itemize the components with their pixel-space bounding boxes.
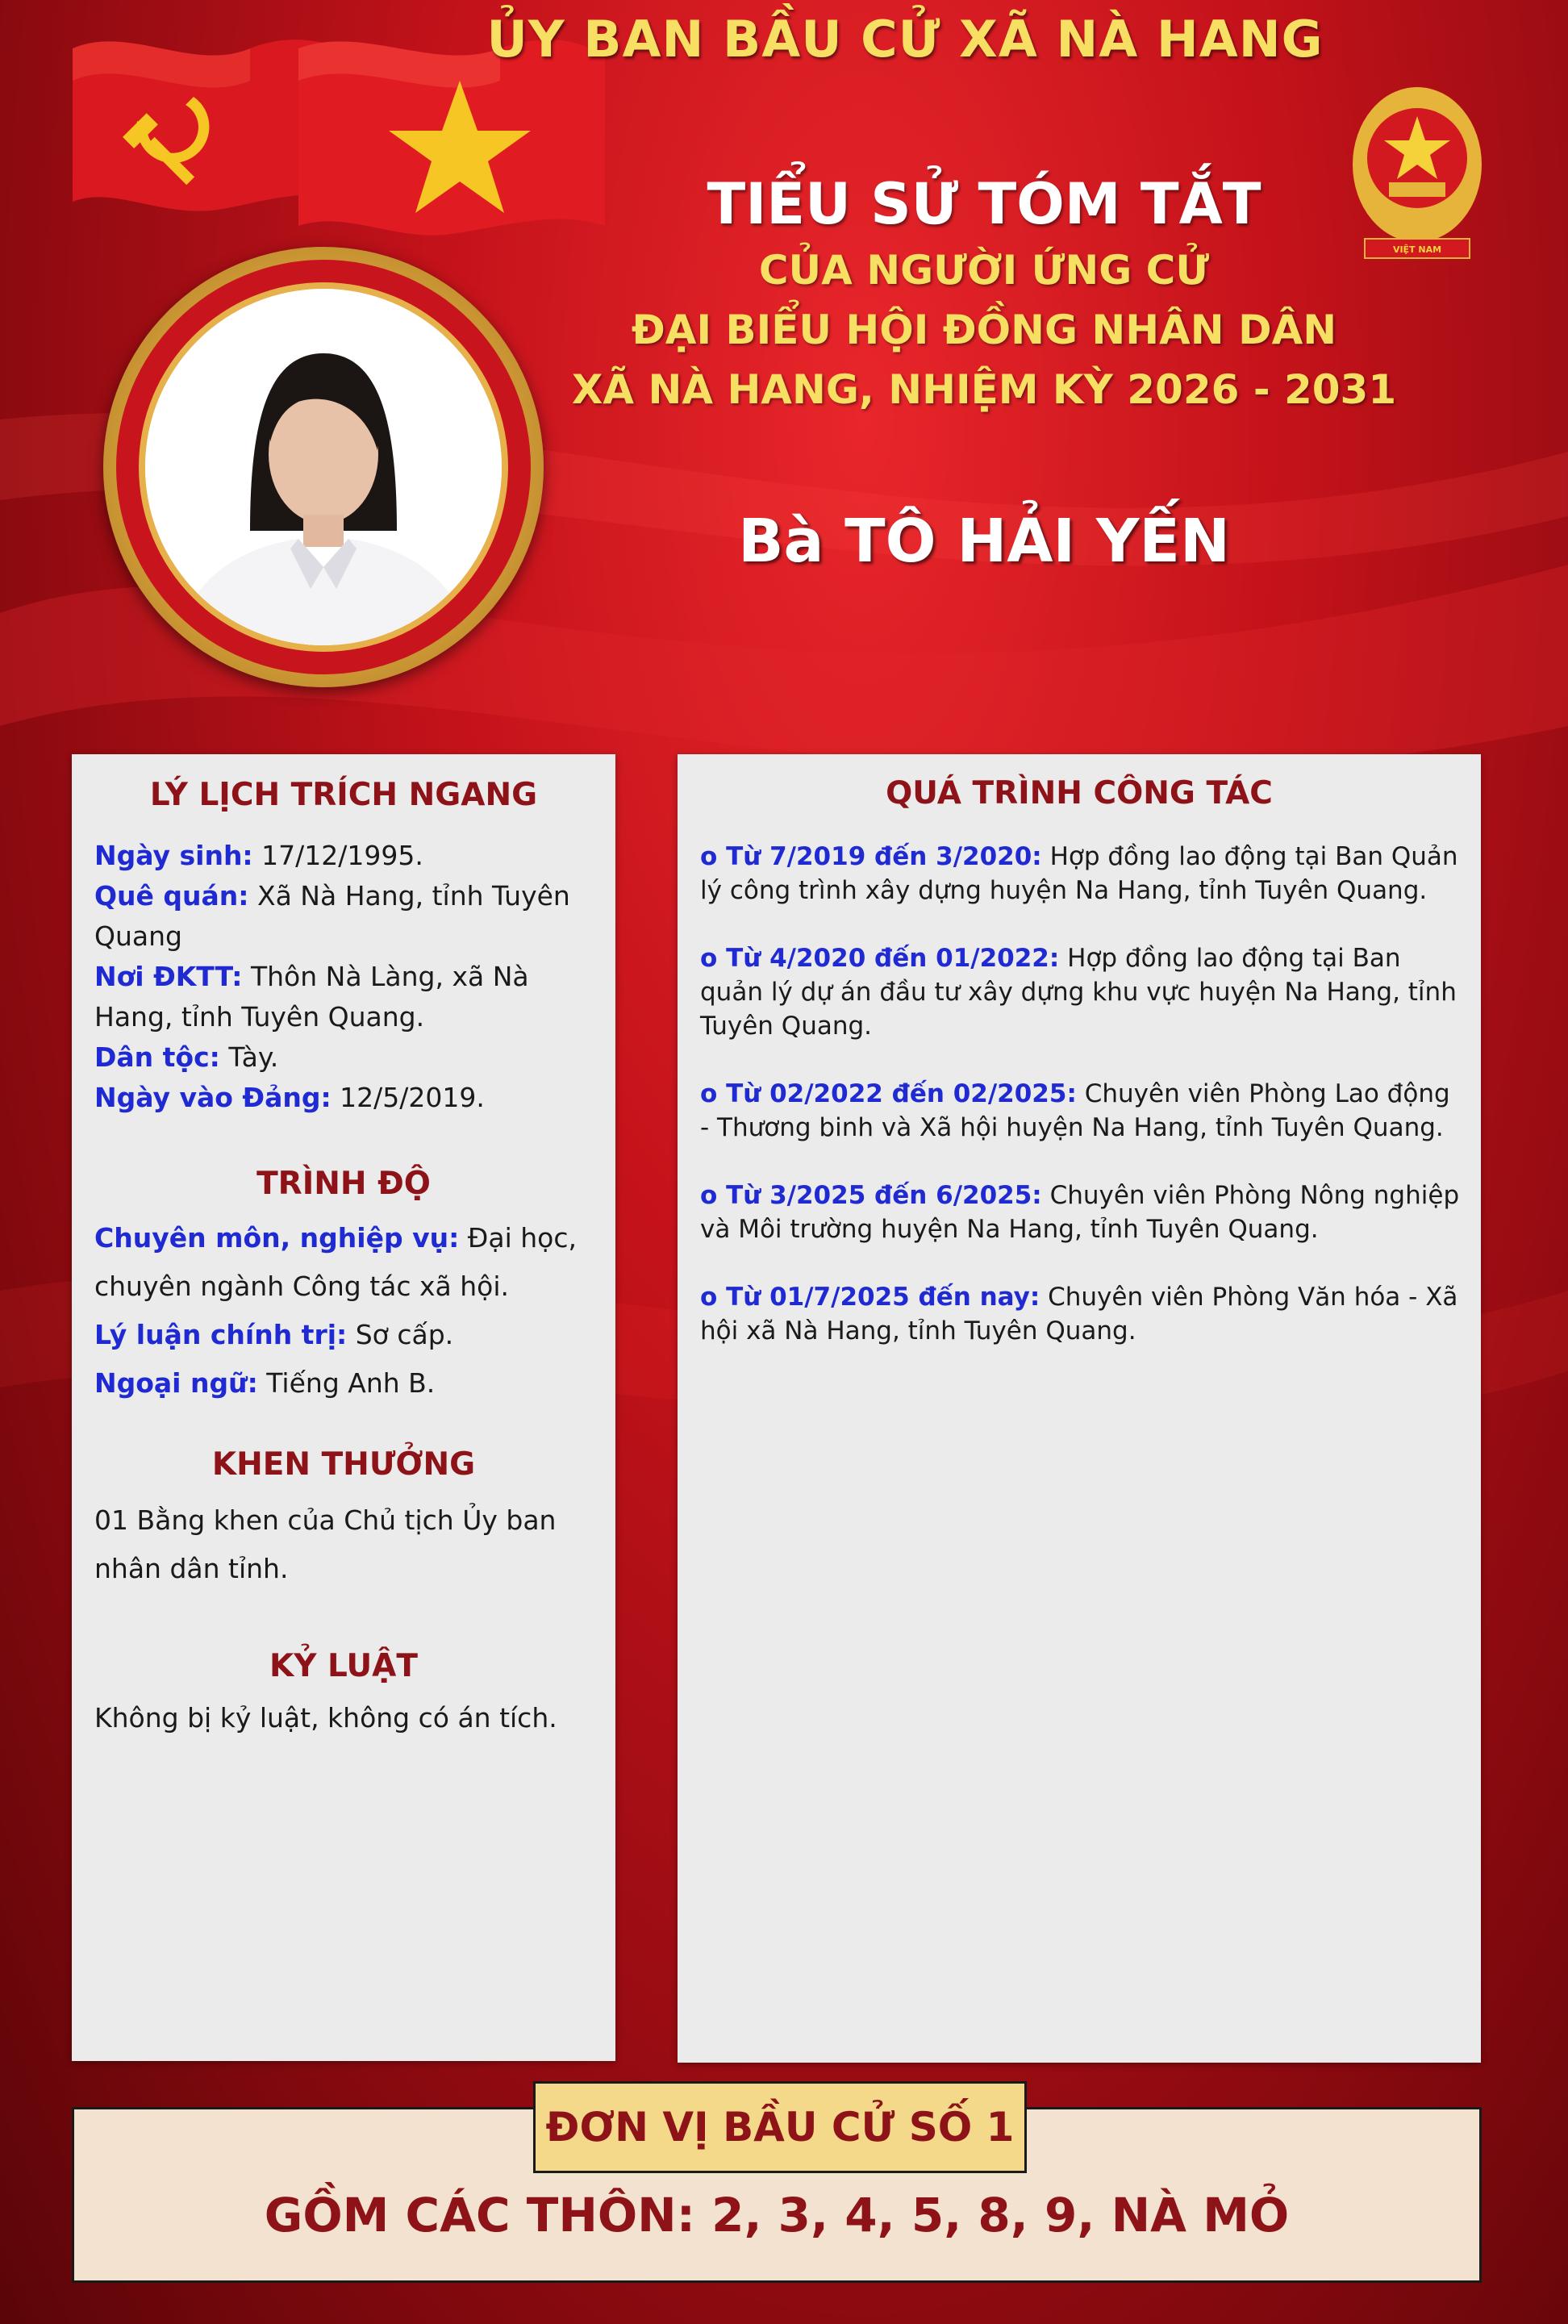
education-label: Chuyên môn, nghiệp vụ:	[94, 1222, 460, 1254]
right-panel	[678, 754, 1481, 2063]
work-period: o Từ 02/2022 đến 02/2025:	[700, 1079, 1077, 1108]
candidate-name: Bà TÔ HẢI YẾN	[738, 507, 1230, 576]
bio-label: Quê quán:	[94, 880, 249, 912]
work-period: o Từ 4/2020 đến 01/2022:	[700, 944, 1060, 973]
bio-label: Nơi ĐKTT:	[94, 961, 243, 992]
bio-list	[94, 836, 611, 1118]
education-label: Lý luận chính trị:	[94, 1319, 348, 1350]
candidate-photo	[145, 289, 502, 645]
bio-value: Thôn Nà Làng, xã Nà Hang, tỉnh Tuyên Quang.	[94, 961, 529, 1033]
bio-label: Dân tộc:	[94, 1041, 220, 1073]
subtitle-line-1: CỦA NGƯỜI ỨNG CỬ	[758, 247, 1210, 294]
work-desc: Hợp đồng lao động tại Ban quản lý dự án đầu tư xây dựng khu vực huyện Na Hang, tỉnh Tuyên Quang.	[700, 944, 1457, 1041]
work-item-2	[700, 941, 1466, 1043]
work-heading: QUÁ TRÌNH CÔNG TÁC	[886, 775, 1273, 812]
work-desc: Hợp đồng lao động tại Ban Quản lý công trình xây dựng huyện Na Hang, tỉnh Tuyên Quang.	[700, 842, 1458, 905]
work-period: o Từ 3/2025 đến 6/2025:	[700, 1181, 1042, 1210]
bio-item-residence	[94, 957, 611, 1037]
discipline-heading: KỶ LUẬT	[269, 1648, 418, 1684]
education-heading: TRÌNH ĐỘ	[256, 1166, 431, 1202]
bio-value: 17/12/1995.	[252, 840, 423, 871]
bio-label: Ngày sinh:	[94, 840, 253, 871]
work-period: o Từ 01/7/2025 đến nay:	[700, 1283, 1040, 1312]
bio-value: Xã Nà Hang, tỉnh Tuyên Quang	[94, 880, 570, 952]
work-item-1	[700, 840, 1466, 907]
education-item-language	[94, 1359, 611, 1408]
work-item-5	[700, 1280, 1466, 1348]
bio-item-birth	[94, 836, 611, 876]
bio-value: Tày.	[219, 1041, 279, 1073]
education-value: Đại học, chuyên ngành Công tác xã hội.	[94, 1222, 577, 1302]
bio-item-party-date	[94, 1078, 611, 1118]
work-desc: Chuyên viên Phòng Văn hóa - Xã hội xã Nà Hang, tỉnh Tuyên Quang.	[700, 1283, 1458, 1346]
work-desc: Chuyên viên Phòng Nông nghiệp và Môi trường huyện Na Hang, tỉnh Tuyên Quang.	[700, 1181, 1460, 1244]
bio-item-ethnicity	[94, 1037, 611, 1078]
bio-label: Ngày vào Đảng:	[94, 1082, 332, 1113]
education-item-major	[94, 1214, 611, 1311]
education-value: Sơ cấp.	[347, 1319, 454, 1350]
work-item-3	[700, 1077, 1466, 1145]
subtitle-line-2: ĐẠI BIỂU HỘI ĐỒNG NHÂN DÂN	[631, 307, 1337, 353]
left-panel	[72, 754, 615, 2061]
bio-heading: LÝ LỊCH TRÍCH NGANG	[149, 777, 538, 813]
subtitle-line-3: XÃ NÀ HANG, NHIỆM KỲ 2026 - 2031	[571, 366, 1397, 413]
bio-item-hometown	[94, 876, 611, 957]
awards-text: 01 Bằng khen của Chủ tịch Ủy ban nhân dân tỉnh.	[94, 1504, 557, 1584]
work-item-4	[700, 1179, 1466, 1246]
awards-heading: KHEN THƯỞNG	[211, 1446, 476, 1483]
electoral-unit-label: ĐƠN VỊ BẦU CỬ SỐ 1	[533, 2081, 1027, 2173]
person-silhouette-icon	[145, 289, 502, 645]
education-list	[94, 1214, 611, 1408]
work-desc: Chuyên viên Phòng Lao động - Thương binh và Xã hội huyện Na Hang, tỉnh Tuyên Quang.	[700, 1079, 1450, 1142]
emblem-ribbon-text: VIỆT NAM	[1392, 244, 1442, 255]
education-item-politics	[94, 1311, 611, 1359]
page-title: TIỂU SỬ TÓM TẮT	[707, 171, 1261, 237]
education-label: Ngoại ngữ:	[94, 1367, 258, 1399]
education-value: Tiếng Anh B.	[257, 1367, 436, 1399]
discipline-text: Không bị kỷ luật, không có án tích.	[94, 1702, 557, 1734]
national-emblem-icon	[1349, 77, 1486, 269]
bio-value: 12/5/2019.	[331, 1082, 485, 1113]
villages-list: GỒM CÁC THÔN: 2, 3, 4, 5, 8, 9, NÀ MỎ	[264, 2188, 1290, 2243]
committee-title: ỦY BAN BẦU CỬ XÃ NÀ HANG	[486, 10, 1324, 69]
work-period: o Từ 7/2019 đến 3/2020:	[700, 842, 1042, 871]
